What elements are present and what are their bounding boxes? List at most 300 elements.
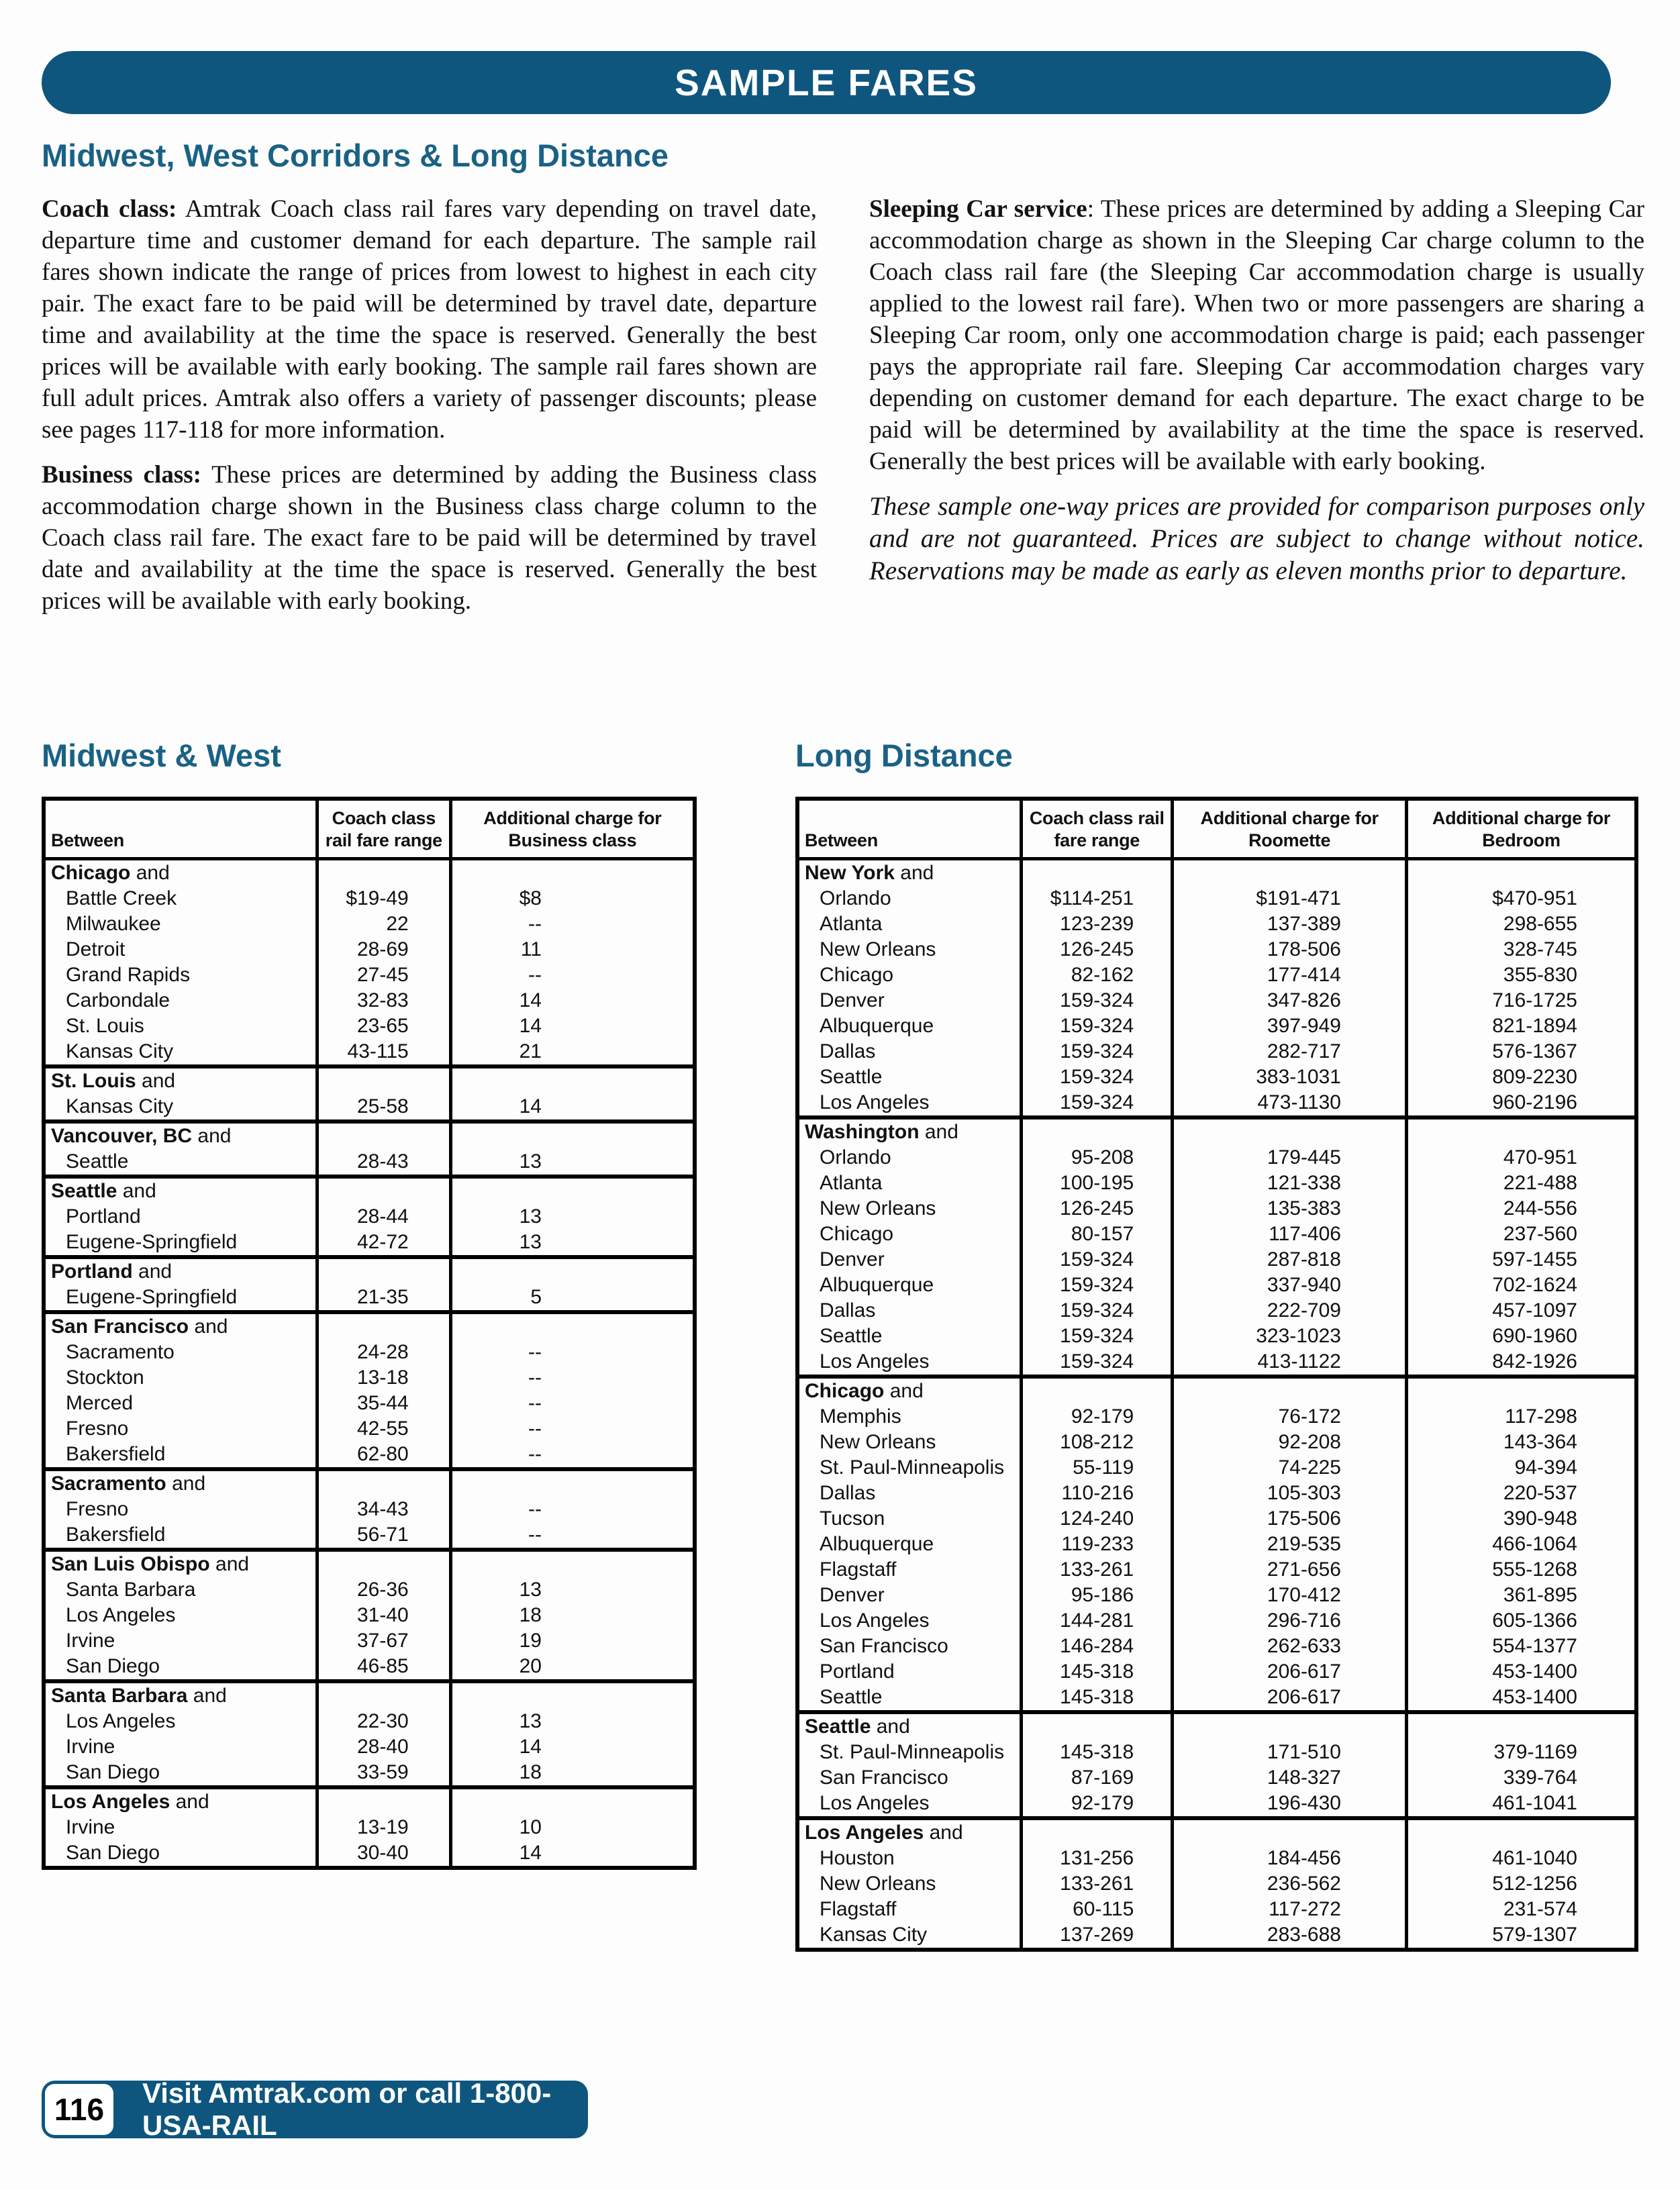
hub-cell: Chicago and (51, 862, 170, 884)
fare-cell: 100-195 (1022, 1171, 1173, 1196)
column-header: Additional charge for Business class (450, 799, 695, 859)
coach-class-text: Amtrak Coach class rail fares vary depending on travel date, departure time and customer demand for each departure. The sample rail fares shown indicate the range of prices from lowest to highest in each city pair. The exact fare to be paid will be determined by travel date, departure time and availability at the time the space is reserved. Generally the best prices will be available with early booking. The sample rail fares shown are full adult prices. Amtrak also offers a variety of passenger discounts; please see pages 117-118 for more information. (42, 195, 817, 444)
hub-cell: Portland and (44, 1257, 317, 1285)
fare-cell: 95-208 (1022, 1145, 1173, 1171)
destination-cell: Stockton (66, 1366, 144, 1389)
fare-cell: 821-1894 (1407, 1013, 1637, 1039)
fare-row (797, 1634, 1636, 1659)
fare-row (44, 1760, 695, 1787)
fare-row (44, 1654, 695, 1681)
fare-cell: 14 (450, 1840, 695, 1868)
destination-cell: Atlanta (820, 913, 883, 935)
fare-cell: 347-826 (1173, 988, 1407, 1013)
fare-cell: 413-1122 (1173, 1349, 1407, 1377)
hub-row (44, 1122, 695, 1149)
fare-cell: 92-208 (1173, 1430, 1407, 1455)
hub-name: New York (805, 862, 895, 884)
destination-cell: Denver (820, 1248, 885, 1271)
destination-cell: Kansas City (66, 1095, 174, 1117)
fare-cell: 184-456 (1173, 1846, 1407, 1871)
fare-row (44, 1094, 695, 1122)
destination-cell: Seattle (820, 1686, 883, 1708)
destination-cell: Kansas City (820, 1924, 928, 1946)
empty-cell (1173, 1377, 1407, 1404)
midwest-west-section (42, 737, 697, 1870)
coach-class-lead: Coach class: (42, 195, 177, 223)
fare-group (797, 1818, 1636, 1950)
fare-cell: 390-948 (1407, 1506, 1637, 1532)
fare-row (44, 1577, 695, 1603)
fare-row (797, 1064, 1636, 1090)
fare-row (44, 886, 695, 911)
destination-cell: St. Paul-Minneapolis (820, 1456, 1005, 1479)
banner-title: SAMPLE FARES (675, 62, 978, 103)
destination-cell: Portland (820, 1660, 895, 1683)
fare-cell: 56-71 (317, 1522, 450, 1550)
hub-row (44, 1066, 695, 1094)
destination-cell: Houston (820, 1847, 895, 1869)
fare-row (797, 1871, 1636, 1897)
destination-cell: Sacramento (66, 1341, 175, 1363)
empty-cell (1407, 1117, 1637, 1145)
fare-cell: -- (450, 1522, 695, 1550)
business-class-paragraph (42, 459, 817, 617)
empty-cell (1407, 1377, 1637, 1404)
empty-cell (1173, 1117, 1407, 1145)
empty-cell (450, 1550, 695, 1577)
fare-cell: 512-1256 (1407, 1871, 1637, 1897)
fare-row (797, 1685, 1636, 1712)
page-heading: Midwest, West Corridors & Long Distance (42, 138, 669, 173)
fare-row (44, 1709, 695, 1734)
fare-row (44, 1522, 695, 1550)
destination-cell: Chicago (820, 964, 894, 986)
fare-row (797, 962, 1636, 988)
fare-cell: 337-940 (1173, 1273, 1407, 1298)
hub-cell: Los Angeles and (797, 1818, 1022, 1846)
fare-row (797, 937, 1636, 962)
fare-cell: 82-162 (1022, 962, 1173, 988)
fare-cell: 271-656 (1173, 1557, 1407, 1583)
destination-cell: Chicago (820, 1223, 894, 1245)
fare-cell: 145-318 (1022, 1740, 1173, 1765)
empty-cell (317, 1122, 450, 1149)
destination-cell: Irvine (66, 1630, 115, 1652)
hub-cell: New York and (805, 862, 934, 884)
destination-cell: San Francisco (820, 1766, 948, 1789)
fare-cell: 60-115 (1022, 1897, 1173, 1922)
fare-cell: 123-239 (1022, 911, 1173, 937)
fare-cell: 30-40 (317, 1840, 450, 1868)
fare-group (44, 859, 695, 1067)
fare-row (797, 1404, 1636, 1430)
fare-cell: 206-617 (1173, 1659, 1407, 1685)
fare-cell: 28-44 (317, 1204, 450, 1230)
fare-row (44, 1734, 695, 1760)
fare-cell: 283-688 (1173, 1922, 1407, 1950)
fare-row (797, 1013, 1636, 1039)
empty-cell (1022, 1377, 1173, 1404)
hub-row (797, 1377, 1636, 1404)
fare-cell: 32-83 (317, 988, 450, 1013)
fare-cell: 22-30 (317, 1709, 450, 1734)
empty-cell (317, 1257, 450, 1285)
hub-row (44, 859, 695, 887)
fare-cell: 328-745 (1407, 937, 1637, 962)
fare-cell: 159-324 (1022, 1324, 1173, 1349)
fare-cell: 576-1367 (1407, 1039, 1637, 1064)
fare-group (797, 1377, 1636, 1712)
fare-cell: 119-233 (1022, 1532, 1173, 1557)
fare-row (44, 1039, 695, 1066)
fare-row (797, 1897, 1636, 1922)
destination-cell: Kansas City (66, 1040, 174, 1062)
hub-cell: St. Louis and (44, 1066, 317, 1094)
destination-cell: Flagstaff (820, 1898, 897, 1920)
fare-cell: 178-506 (1173, 937, 1407, 962)
fare-cell: 21 (450, 1039, 695, 1066)
fare-cell: 42-72 (317, 1230, 450, 1257)
destination-cell: Orlando (820, 887, 891, 909)
fare-row (44, 1340, 695, 1365)
empty-cell (450, 1177, 695, 1204)
header-row (44, 799, 695, 859)
fare-cell: 28-69 (317, 937, 450, 962)
hub-name: Portland (51, 1260, 133, 1283)
fare-row (797, 1791, 1636, 1818)
fare-cell: 605-1366 (1407, 1608, 1637, 1634)
fare-cell: 18 (450, 1760, 695, 1787)
destination-cell: Grand Rapids (66, 964, 191, 986)
destination-cell: St. Louis (66, 1015, 144, 1037)
empty-cell (317, 1469, 450, 1497)
destination-cell: Seattle (820, 1325, 883, 1347)
fare-row (44, 1416, 695, 1442)
fare-row (44, 988, 695, 1013)
fare-row (797, 1349, 1636, 1377)
destination-cell: Merced (66, 1392, 134, 1414)
sleeping-car-lead: Sleeping Car service (869, 195, 1087, 223)
empty-cell (450, 1066, 695, 1094)
fare-group (44, 1177, 695, 1257)
hub-name: Los Angeles (805, 1822, 924, 1844)
fare-cell: 842-1926 (1407, 1349, 1637, 1377)
fare-cell: 24-28 (317, 1340, 450, 1365)
hub-name: Chicago (805, 1380, 885, 1402)
fare-cell: 13 (450, 1577, 695, 1603)
fare-cell: 10 (450, 1815, 695, 1840)
destination-cell: Milwaukee (66, 913, 161, 935)
fare-cell: 555-1268 (1407, 1557, 1637, 1583)
empty-cell (1022, 1712, 1173, 1740)
hub-row (44, 1312, 695, 1340)
fare-row (44, 1204, 695, 1230)
fare-cell: 76-172 (1173, 1404, 1407, 1430)
column-header: Coach class rail fare range (317, 799, 450, 859)
fare-cell: 237-560 (1407, 1222, 1637, 1247)
destination-cell: Carbondale (66, 989, 170, 1011)
intro-columns (42, 193, 1644, 630)
fare-cell: 231-574 (1407, 1897, 1637, 1922)
fare-row (44, 1013, 695, 1039)
page-number-badge: 116 (45, 2084, 113, 2135)
destination-cell: Fresno (66, 1498, 129, 1520)
fare-row (797, 1765, 1636, 1791)
fare-cell: 206-617 (1173, 1685, 1407, 1712)
fare-row (44, 1391, 695, 1416)
fare-row (797, 1222, 1636, 1247)
destination-cell: Detroit (66, 938, 126, 960)
fare-cell: 159-324 (1022, 1247, 1173, 1273)
fare-cell: 5 (450, 1285, 695, 1312)
hub-name: Los Angeles (51, 1791, 170, 1813)
empty-cell (1407, 1712, 1637, 1740)
fare-cell: 26-36 (317, 1577, 450, 1603)
sample-fares-banner (42, 51, 1611, 114)
column-header: Between (44, 799, 317, 859)
fare-cell: 43-115 (317, 1039, 450, 1066)
fare-group (44, 1312, 695, 1469)
fare-row (44, 1840, 695, 1868)
destination-cell: Dallas (820, 1040, 876, 1062)
fare-cell: $191-471 (1173, 886, 1407, 911)
hub-name: Vancouver, BC (51, 1125, 193, 1147)
fare-group (44, 1257, 695, 1312)
destination-cell: Dallas (820, 1482, 876, 1504)
empty-cell (1022, 1117, 1173, 1145)
fare-cell: 92-179 (1022, 1404, 1173, 1430)
fare-cell: -- (450, 1340, 695, 1365)
empty-cell (317, 1787, 450, 1815)
fare-cell: 14 (450, 1734, 695, 1760)
fare-cell: 355-830 (1407, 962, 1637, 988)
fare-row (44, 1815, 695, 1840)
fare-cell: 690-1960 (1407, 1324, 1637, 1349)
destination-cell: Irvine (66, 1816, 115, 1838)
destination-cell: Los Angeles (66, 1604, 176, 1626)
fare-row (44, 937, 695, 962)
hub-name: San Luis Obispo (51, 1553, 210, 1575)
empty-cell (1173, 1712, 1407, 1740)
fare-cell: -- (450, 911, 695, 937)
destination-cell: Los Angeles (66, 1710, 176, 1732)
header-row (797, 799, 1636, 859)
fare-row (797, 1608, 1636, 1634)
footer-bar (42, 2077, 588, 2141)
fare-cell: 159-324 (1022, 1064, 1173, 1090)
fare-cell: 171-510 (1173, 1740, 1407, 1765)
fare-cell: $8 (450, 886, 695, 911)
fare-cell: 35-44 (317, 1391, 450, 1416)
hub-row (44, 1550, 695, 1577)
destination-cell: New Orleans (820, 1873, 936, 1895)
fare-cell: 133-261 (1022, 1557, 1173, 1583)
fare-cell: 196-430 (1173, 1791, 1407, 1818)
fare-cell: -- (450, 962, 695, 988)
destination-cell: Bakersfield (66, 1443, 166, 1465)
hub-name: Sacramento (51, 1473, 166, 1495)
hub-name: Seattle (805, 1715, 871, 1738)
fare-row (797, 1171, 1636, 1196)
hub-name: St. Louis (51, 1070, 136, 1092)
fare-cell: 34-43 (317, 1497, 450, 1522)
fare-cell: 95-186 (1022, 1583, 1173, 1608)
fare-cell: 80-157 (1022, 1222, 1173, 1247)
fare-cell: 117-406 (1173, 1222, 1407, 1247)
fare-group (44, 1122, 695, 1177)
hub-row (797, 1712, 1636, 1740)
empty-cell (317, 1681, 450, 1709)
fare-cell: 131-256 (1022, 1846, 1173, 1871)
fare-cell: 28-40 (317, 1734, 450, 1760)
long-distance-fare-table (795, 797, 1638, 1952)
destination-cell: New Orleans (820, 1431, 936, 1453)
destination-cell: Fresno (66, 1417, 129, 1440)
destination-cell: Portland (66, 1205, 141, 1228)
destination-cell: Los Angeles (820, 1091, 930, 1113)
hub-row (44, 1469, 695, 1497)
fare-cell: 13-19 (317, 1815, 450, 1840)
hub-cell: Seattle and (44, 1177, 317, 1204)
empty-cell (450, 1787, 695, 1815)
disclaimer-paragraph: These sample one-way prices are provided for comparison purposes only and are not guaranteed. Prices are subject to change without notice. Reservations may be made as early as eleven months prior to departure. (869, 492, 1644, 585)
fare-cell: 144-281 (1022, 1608, 1173, 1634)
fare-cell: 117-298 (1407, 1404, 1637, 1430)
fare-cell: 244-556 (1407, 1196, 1637, 1222)
fare-cell: 470-951 (1407, 1145, 1637, 1171)
fare-cell: 31-40 (317, 1603, 450, 1628)
midwest-west-fare-table (42, 797, 697, 1870)
fare-cell: 146-284 (1022, 1634, 1173, 1659)
fare-cell: -- (450, 1391, 695, 1416)
fare-cell: 809-2230 (1407, 1064, 1637, 1090)
fare-cell: 22 (317, 911, 450, 937)
intro-right-column (869, 193, 1644, 630)
destination-cell: Santa Barbara (66, 1579, 196, 1601)
fare-row (797, 1039, 1636, 1064)
fare-cell: 159-324 (1022, 988, 1173, 1013)
fare-cell: 461-1040 (1407, 1846, 1637, 1871)
hub-row (797, 859, 1636, 887)
hub-row (44, 1787, 695, 1815)
empty-cell (450, 1257, 695, 1285)
fare-cell: 262-633 (1173, 1634, 1407, 1659)
destination-cell: Orlando (820, 1146, 891, 1168)
destination-cell: Eugene-Springfield (66, 1286, 238, 1308)
fare-cell: 148-327 (1173, 1765, 1407, 1791)
fare-cell: 126-245 (1022, 937, 1173, 962)
fare-cell: 137-269 (1022, 1922, 1173, 1950)
fare-cell: 145-318 (1022, 1659, 1173, 1685)
destination-cell: Los Angeles (820, 1792, 930, 1814)
empty-cell (317, 1066, 450, 1094)
fare-row (797, 1145, 1636, 1171)
fare-cell: 170-412 (1173, 1583, 1407, 1608)
fare-group (44, 1550, 695, 1681)
midwest-west-title: Midwest & West (42, 738, 281, 773)
fare-row (44, 1285, 695, 1312)
fare-row (44, 1497, 695, 1522)
fare-row (797, 1196, 1636, 1222)
fare-cell: 62-80 (317, 1442, 450, 1469)
fare-cell: 74-225 (1173, 1455, 1407, 1481)
hub-name: Chicago (51, 862, 131, 884)
fare-row (797, 1430, 1636, 1455)
fare-cell: 92-179 (1022, 1791, 1173, 1818)
destination-cell: New Orleans (820, 1197, 936, 1220)
fare-cell: 296-716 (1173, 1608, 1407, 1634)
fare-cell: 159-324 (1022, 1090, 1173, 1117)
fare-cell: 159-324 (1022, 1349, 1173, 1377)
fare-cell: 108-212 (1022, 1430, 1173, 1455)
fare-cell: 473-1130 (1173, 1090, 1407, 1117)
fare-cell: 13 (450, 1149, 695, 1177)
empty-cell (450, 1122, 695, 1149)
fare-row (797, 911, 1636, 937)
hub-name: Seattle (51, 1180, 117, 1202)
destination-cell: Flagstaff (820, 1558, 897, 1581)
fare-cell: 121-338 (1173, 1171, 1407, 1196)
fare-row (797, 1846, 1636, 1871)
destination-cell: Atlanta (820, 1172, 883, 1194)
fare-group (44, 1469, 695, 1550)
fare-cell: 94-394 (1407, 1455, 1637, 1481)
fare-cell: 220-537 (1407, 1481, 1637, 1506)
fare-row (797, 1922, 1636, 1950)
fare-cell: 13-18 (317, 1365, 450, 1391)
fare-row (797, 1324, 1636, 1349)
fare-cell: 554-1377 (1407, 1634, 1637, 1659)
fare-cell: 159-324 (1022, 1039, 1173, 1064)
hub-cell: Santa Barbara and (44, 1681, 317, 1709)
fare-cell: 14 (450, 1094, 695, 1122)
fare-row (797, 1273, 1636, 1298)
fare-cell: 179-445 (1173, 1145, 1407, 1171)
hub-name: San Francisco (51, 1315, 189, 1338)
destination-cell: Memphis (820, 1405, 901, 1428)
fare-cell: -- (450, 1497, 695, 1522)
hub-row (44, 1257, 695, 1285)
fare-row (797, 1481, 1636, 1506)
fare-cell: 14 (450, 988, 695, 1013)
fare-cell: 23-65 (317, 1013, 450, 1039)
fare-row (797, 1659, 1636, 1685)
coach-class-paragraph (42, 193, 817, 446)
destination-cell: Tucson (820, 1507, 885, 1530)
fare-row (44, 1603, 695, 1628)
destination-cell: Bakersfield (66, 1524, 166, 1546)
fare-row (797, 1557, 1636, 1583)
fare-cell: 221-488 (1407, 1171, 1637, 1196)
fare-cell: 159-324 (1022, 1013, 1173, 1039)
fare-row (797, 1532, 1636, 1557)
fare-cell: 282-717 (1173, 1039, 1407, 1064)
empty-cell (450, 1469, 695, 1497)
fare-cell: 397-949 (1173, 1013, 1407, 1039)
empty-cell (450, 859, 695, 887)
destination-cell: Los Angeles (820, 1350, 930, 1373)
fare-cell: 21-35 (317, 1285, 450, 1312)
destination-cell: Albuquerque (820, 1274, 934, 1296)
business-class-lead: Business class: (42, 461, 201, 489)
fare-cell: 42-55 (317, 1416, 450, 1442)
hub-cell: San Luis Obispo and (44, 1550, 317, 1577)
destination-cell: Seattle (66, 1150, 129, 1173)
fare-row (44, 1628, 695, 1654)
hub-cell: Seattle and (797, 1712, 1022, 1740)
destination-cell: St. Paul-Minneapolis (820, 1741, 1005, 1763)
fare-cell: 298-655 (1407, 911, 1637, 937)
